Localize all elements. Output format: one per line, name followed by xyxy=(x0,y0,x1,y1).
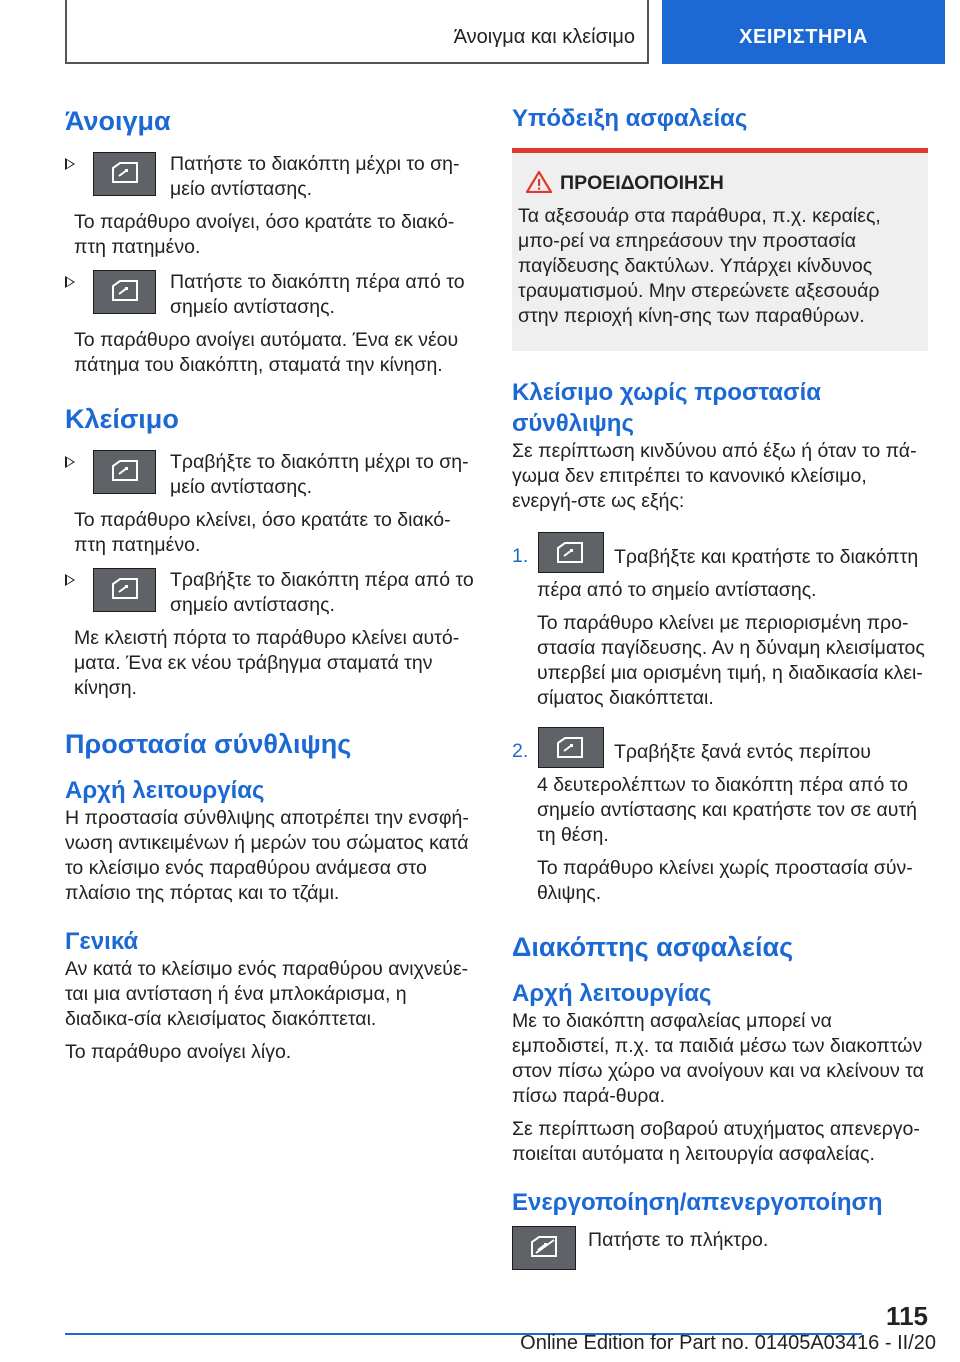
right-column xyxy=(512,96,928,1272)
opening-step-2-text: Πατήστε το διακόπτη πέρα από το σημείο αντίστασης. xyxy=(170,271,465,318)
pinch-principle-text: Η προστασία σύνθλιψης αποτρέπει την ενσφή‐νωση αντικειμένων ή μερών του σώματος κατά το κλείσιμο ενός παραθύρου ανάμεσα στο πλαίσιο της πόρτας και το τζάμι. xyxy=(65,807,469,904)
safety-switch-text-2: Σε περίπτωση σοβαρού ατυχήματος απενεργο‐ποιείται αυτόματα η λειτουργία ασφαλείας. xyxy=(512,1118,920,1165)
closing-step-2 xyxy=(65,568,480,618)
closing-result-2: Με κλειστή πόρτα το παράθυρο κλείνει αυτό‐ματα. Ένα εκ νέου τράβηγμα σταματά την κίνηση. xyxy=(74,627,460,699)
warning-title xyxy=(518,171,922,196)
opening-step-1-text: Πατήστε το διακόπτη μέχρι το ση‐μείο αντίστασης. xyxy=(170,153,460,200)
step-arrow-icon xyxy=(65,158,75,170)
footer-edition: Online Edition for Part no. 01405A03416 - II/20 xyxy=(520,1332,936,1354)
numbered-step-1-line2: πέρα από το σημείο αντίστασης. xyxy=(537,579,817,601)
warning-box xyxy=(512,148,928,351)
window-switch-icon xyxy=(93,450,156,494)
step-number: 1. xyxy=(512,545,529,567)
closing-step-1 xyxy=(65,450,480,500)
heading-safety-switch: Διακόπτης ασφαλείας xyxy=(512,932,794,962)
safety-switch-text-1: Με το διακόπτη ασφαλείας μπορεί να εμποδιστεί, π.χ. τα παιδιά μέσω των διακοπτών στον πίσω χώρο να ανοίγουν και να κλείνουν τα πίσω παρά‐θυρα. xyxy=(512,1010,924,1107)
closing-result-1: Το παράθυρο κλείνει, όσο κρατάτε το διακό‐πτη πατημένο. xyxy=(74,509,451,556)
page-number: 115 xyxy=(886,1301,928,1331)
activation-step xyxy=(512,1226,928,1272)
left-column xyxy=(65,96,480,1065)
heading-safety-switch-principle: Αρχή λειτουργίας xyxy=(512,980,712,1007)
warning-text: Τα αξεσουάρ στα παράθυρα, π.χ. κεραίες, μπο‐ρεί να επηρεάσουν την προστασία παγίδευσης δακτύλων. Υπάρχει κίνδυνος τραυματισμού. Μην στερεώνετε αξεσουάρ στην περιοχή κίνη‐σης των παραθύρων. xyxy=(518,205,881,327)
general-text-2: Το παράθυρο ανοίγει λίγο. xyxy=(65,1041,292,1063)
window-switch-icon xyxy=(93,568,156,612)
window-switch-icon xyxy=(538,727,604,768)
numbered-step-1 xyxy=(512,532,928,578)
general-text-1: Αν κατά το κλείσιμο ενός παραθύρου ανιχνεύε‐ται μια αντίσταση ή ένα μπλοκάρισμα, η διαδικα‐σία κλεισίματος διακόπτεται. xyxy=(65,958,469,1030)
numbered-step-1-result: Το παράθυρο κλείνει με περιορισμένη προ‐στασία παγίδευσης. Αν η δύναμη κλεισίματος υπερβεί μια ορισμένη τιμή, η διαδικασία κλει‐σίματος διακόπτεται. xyxy=(537,612,925,709)
heading-opening: Άνοιγμα xyxy=(65,106,171,136)
step-arrow-icon xyxy=(65,276,75,288)
window-switch-icon xyxy=(93,152,156,196)
opening-step-2 xyxy=(65,270,480,320)
heading-activation: Ενεργοποίηση/απενεργοποίηση xyxy=(512,1189,883,1216)
opening-result-2: Το παράθυρο ανοίγει αυτόματα. Ένα εκ νέου πάτημα του διακόπτη, σταματά την κίνηση. xyxy=(74,329,459,376)
header-section-box xyxy=(65,0,649,64)
header-chapter-title: ΧΕΙΡΙΣΤΗΡΙΑ xyxy=(739,26,868,48)
step-arrow-icon xyxy=(65,574,75,586)
header-section-title: Άνοιγμα και κλείσιμο xyxy=(453,26,635,48)
numbered-step-2-line2: 4 δευτερολέπτων το διακόπτη πέρα από το σημείο αντίστασης και κρατήστε τον σε αυτή τη θέση. xyxy=(537,774,918,846)
heading-closing-without-protection: Κλείσιμο χωρίς προστασία σύνθλιψης xyxy=(512,379,822,437)
step-arrow-icon xyxy=(65,456,75,468)
heading-safety-note: Υπόδειξη ασφαλείας xyxy=(512,105,748,132)
closing-step-2-text: Τραβήξτε το διακόπτη πέρα από το σημείο αντίστασης. xyxy=(170,569,474,616)
noprot-text: Σε περίπτωση κινδύνου από έξω ή όταν το πά‐γωμα δεν επιτρέπει το κανονικό κλείσιμο, ενεργή‐στε ως εξής: xyxy=(512,440,917,512)
window-switch-icon xyxy=(538,532,604,573)
header-chapter-tab xyxy=(662,0,945,64)
heading-principle: Αρχή λειτουργίας xyxy=(65,777,265,804)
opening-step-1 xyxy=(65,152,480,202)
step-number: 2. xyxy=(512,740,529,762)
opening-result-1: Το παράθυρο ανοίγει, όσο κρατάτε το διακό‐πτη πατημένο. xyxy=(74,211,455,258)
safety-switch-button-icon xyxy=(512,1226,576,1270)
numbered-step-2-line1: Τραβήξτε ξανά εντός περίπου xyxy=(614,741,871,763)
warning-title-text: ΠΡΟΕΙΔΟΠΟΙΗΣΗ xyxy=(560,172,724,194)
heading-general: Γενικά xyxy=(65,928,139,955)
numbered-step-2-result: Το παράθυρο κλείνει χωρίς προστασία σύν‐θλιψης. xyxy=(537,857,913,904)
heading-closing: Κλείσιμο xyxy=(65,404,179,434)
closing-step-1-text: Τραβήξτε το διακόπτη μέχρι το ση‐μείο αντίστασης. xyxy=(170,451,469,498)
activation-text: Πατήστε το πλήκτρο. xyxy=(588,1229,769,1251)
window-switch-icon xyxy=(93,270,156,314)
numbered-step-2 xyxy=(512,727,928,773)
numbered-step-1-line1: Τραβήξτε και κρατήστε το διακόπτη xyxy=(614,546,919,568)
heading-pinch-protection: Προστασία σύνθλιψης xyxy=(65,729,352,759)
warning-triangle-icon xyxy=(526,171,552,193)
